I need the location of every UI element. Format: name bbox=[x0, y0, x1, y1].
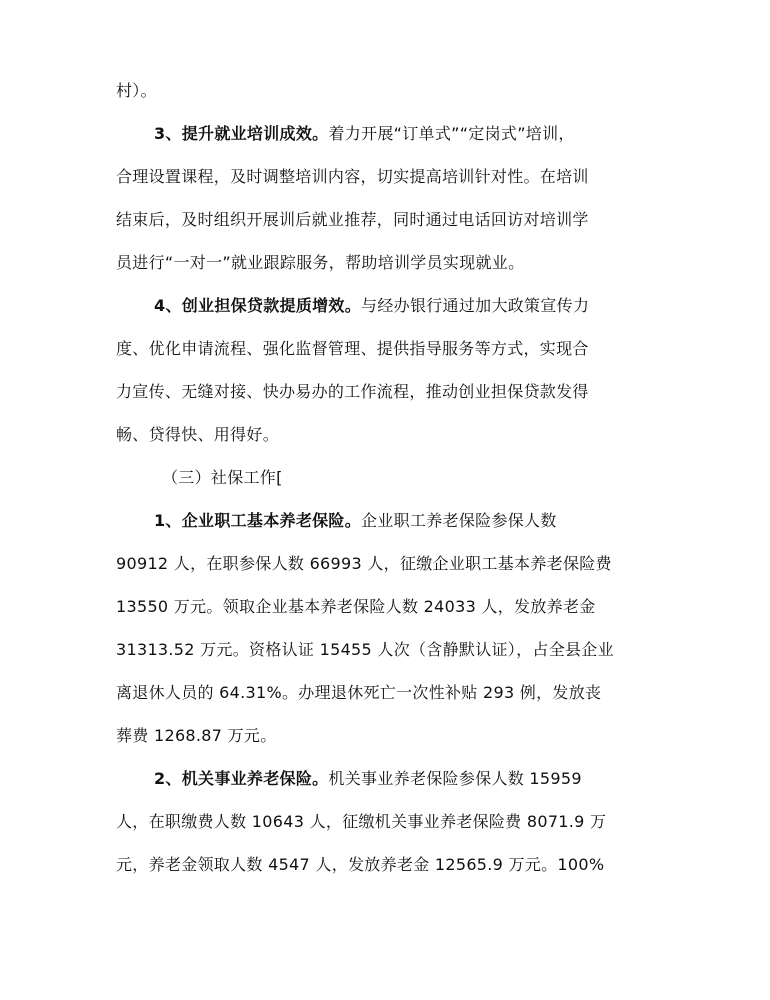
text-span: 畅、贷得快、用得好。 bbox=[116, 425, 280, 444]
text-span: 合理设置课程，及时调整培训内容，切实提高培训针对性。在培训 bbox=[116, 167, 589, 186]
text-span: 90912 人，在职参保人数 66993 人，征缴企业职工基本养老保险费 bbox=[116, 554, 612, 573]
text-span: 元，养老金领取人数 4547 人，发放养老金 12565.9 万元。100% bbox=[116, 855, 605, 874]
text-span: 离退休人员的 64.31%。办理退休死亡一次性补贴 293 例，发放丧 bbox=[116, 683, 602, 702]
section-heading-3: 3、提升就业培训成效。 bbox=[154, 124, 329, 143]
text-line bbox=[116, 809, 606, 835]
text-line bbox=[116, 680, 601, 706]
text-line bbox=[116, 336, 589, 362]
text-line bbox=[116, 379, 589, 405]
text-span: 力宣传、无缝对接、快办易办的工作流程，推动创业担保贷款发得 bbox=[116, 382, 589, 401]
text-span: 葬费 1268.87 万元。 bbox=[116, 726, 277, 745]
section-heading-2: 2、机关事业养老保险。 bbox=[154, 769, 329, 788]
text-span: 结束后，及时组织开展训后就业推荐，同时通过电话回访对培训学 bbox=[116, 210, 589, 229]
section-heading-1: 1、企业职工基本养老保险。 bbox=[154, 511, 362, 530]
text-line bbox=[116, 422, 279, 448]
text-span: 31313.52 万元。资格认证 15455 人次（含静默认证），占全县企业 bbox=[116, 640, 614, 659]
text-span: 机关事业养老保险参保人数 15959 bbox=[328, 769, 582, 788]
text-line bbox=[116, 78, 157, 104]
text-line bbox=[116, 250, 524, 276]
text-line bbox=[116, 637, 614, 663]
text-span: 人，在职缴费人数 10643 人，征缴机关事业养老保险费 8071.9 万 bbox=[116, 812, 607, 831]
paragraph-4-first-line bbox=[154, 293, 589, 319]
paragraph-2-first-line bbox=[154, 766, 582, 792]
text-span: 企业职工养老保险参保人数 bbox=[361, 511, 557, 530]
text-line bbox=[116, 164, 589, 190]
text-span: 与经办银行通过加大政策宣传力 bbox=[361, 296, 590, 315]
text-line bbox=[116, 723, 277, 749]
text-line bbox=[116, 551, 612, 577]
paragraph-3-first-line bbox=[154, 121, 575, 147]
text-line bbox=[116, 594, 596, 620]
subsection-heading bbox=[162, 465, 283, 491]
text-span: 13550 万元。领取企业基本养老保险人数 24033 人，发放养老金 bbox=[116, 597, 596, 616]
text-span: 着力开展“订单式”“定岗式”培训， bbox=[328, 124, 575, 143]
text-span: 度、优化申请流程、强化监督管理、提供指导服务等方式，实现合 bbox=[116, 339, 589, 358]
section-heading-4: 4、创业担保贷款提质增效。 bbox=[154, 296, 362, 315]
text-span: 村）。 bbox=[116, 81, 157, 100]
text-span: 员进行“一对一”就业跟踪服务，帮助培训学员实现就业。 bbox=[116, 253, 525, 272]
text-line bbox=[116, 207, 589, 233]
paragraph-1-first-line bbox=[154, 508, 557, 534]
text-line bbox=[116, 852, 604, 878]
text-span: （三）社保工作[ bbox=[162, 468, 283, 487]
